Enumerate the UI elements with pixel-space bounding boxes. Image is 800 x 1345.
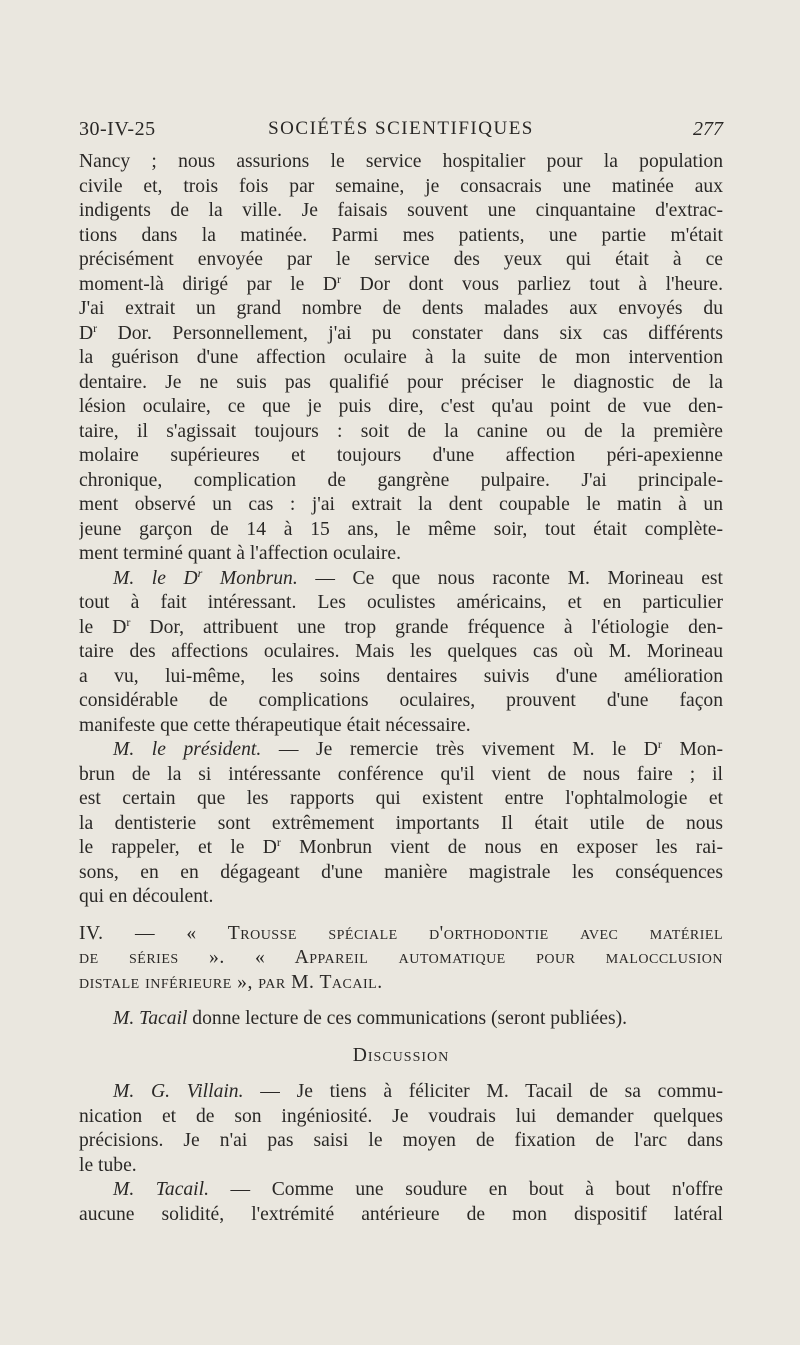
text-line: J'ai extrait un grand nombre de dents malades aux envoyés du	[79, 298, 723, 319]
text-line: la dentisterie sont extrêmement importants Il était utile de nous	[79, 812, 723, 834]
text-line: Nancy ; nous assurions le service hospitalier pour la population	[79, 151, 723, 172]
text-line: civile et, trois fois par semaine, je consacrais une matinée aux	[79, 175, 723, 197]
text-line: aucune solidité, l'extrémité antérieure de mon dispositif latéral	[79, 1203, 723, 1225]
text-line: précisément envoyée par le service des yeux qui était à ce	[79, 249, 723, 270]
text-line: $D^r$ Dor. Personnellement, j'ai pu constater dans six cas différents	[79, 321, 723, 344]
section-iv-heading: distale inférieure », par M. Tacail.	[79, 971, 383, 993]
speaker-name: M. le $D^r$ Monbrun.	[113, 566, 298, 589]
text-line: chronique, complication de gangrène pulpaire. J'ai principale-	[79, 469, 723, 491]
speaker-name: M. le président.	[113, 739, 262, 760]
text-line: le $D^r$ Dor, attribuent une trop grande fréquence à l'étiologie den-	[79, 615, 723, 638]
text-line: brun de la si intéressante conférence qu'il vient de nous faire ; il	[79, 763, 723, 785]
text-line: a vu, lui-même, les soins dentaires suivis d'une amélioration	[79, 665, 723, 687]
page-number: 277	[693, 118, 723, 140]
text-line: qui en découlent.	[79, 886, 214, 907]
text-line: est certain que les rapports qui existent entre l'ophtalmologie et	[79, 788, 723, 809]
text-line: taire, il s'agissait toujours : soit de la canine ou de la première	[79, 420, 723, 442]
text-line: molaire supérieures et toujours d'une affection péri-apexienne	[79, 445, 723, 466]
text-line: M. G. Villain. — Je tiens à féliciter M. Tacail de sa commu-	[113, 1081, 723, 1102]
text-line: indigents de la ville. Je faisais souvent une cinquantaine d'extrac-	[79, 200, 723, 221]
text-line: la guérison d'une affection oculaire à la suite de mon intervention	[79, 347, 723, 368]
text-line: ment terminé quant à l'affection oculaire.	[79, 543, 401, 564]
text-line: ment observé un cas : j'ai extrait la dent coupable le matin à un	[79, 494, 723, 515]
speaker-name: M. Tacail.	[113, 1179, 209, 1200]
text-line: nication et de son ingéniosité. Je voudrais lui demander quelques	[79, 1105, 723, 1127]
text-line: dentaire. Je ne suis pas qualifié pour préciser le diagnostic de la	[79, 371, 723, 393]
text-line: jeune garçon de 14 à 15 ans, le même soir, tout était complète-	[79, 518, 723, 540]
header-date: 30-IV-25	[79, 118, 156, 140]
text-line: M. le président. — Je remercie très vivement M. le $D^r$ Mon-	[113, 738, 723, 760]
text-line: M. Tacail donne lecture de ces communications (seront publiées).	[113, 1008, 628, 1029]
text-line: M. le $D^r$ Monbrun. — Ce que nous raconte M. Morineau est	[113, 566, 723, 589]
text-line: manifeste que cette thérapeutique était nécessaire.	[79, 714, 471, 736]
text-line: M. Tacail. — Comme une soudure en bout à bout n'offre	[113, 1179, 723, 1200]
text-line: moment-là dirigé par le $D^r$ Dor dont vous parliez tout à l'heure.	[79, 272, 723, 295]
body-text	[79, 150, 723, 1227]
header-section-title: SOCIÉTÉS SCIENTIFIQUES	[268, 118, 534, 139]
text-line: tions dans la matinée. Parmi mes patients, une partie m'était	[79, 224, 723, 246]
text-line: tout à fait intéressant. Les oculistes américains, et en particulier	[79, 592, 723, 613]
text-line: le rappeler, et le $D^r$ Monbrun vient de nous en exposer les rai-	[79, 836, 723, 858]
text-line: lésion oculaire, ce que je puis dire, c'est qu'au point de vue den-	[79, 396, 723, 417]
running-head	[79, 118, 723, 146]
discussion-heading: Discussion	[352, 1044, 450, 1066]
section-iv-heading: de séries ». « Appareil automatique pour malocclusion	[79, 947, 723, 968]
speaker-name: M. Tacail	[113, 1008, 188, 1029]
section-iv-heading: IV. — « Trousse spéciale d'orthodontie avec matériel	[79, 922, 723, 944]
speaker-name: M. G. Villain.	[113, 1081, 244, 1102]
text-line: précisions. Je n'ai pas saisi le moyen de fixation de l'arc dans	[79, 1130, 723, 1151]
text-line: taire des affections oculaires. Mais les quelques cas où M. Morineau	[79, 641, 723, 662]
text-line: considérable de complications oculaires, prouvent d'une façon	[79, 690, 723, 711]
text-line: le tube.	[79, 1154, 137, 1176]
text-line: sons, en en dégageant d'une manière magistrale les conséquences	[79, 861, 723, 883]
